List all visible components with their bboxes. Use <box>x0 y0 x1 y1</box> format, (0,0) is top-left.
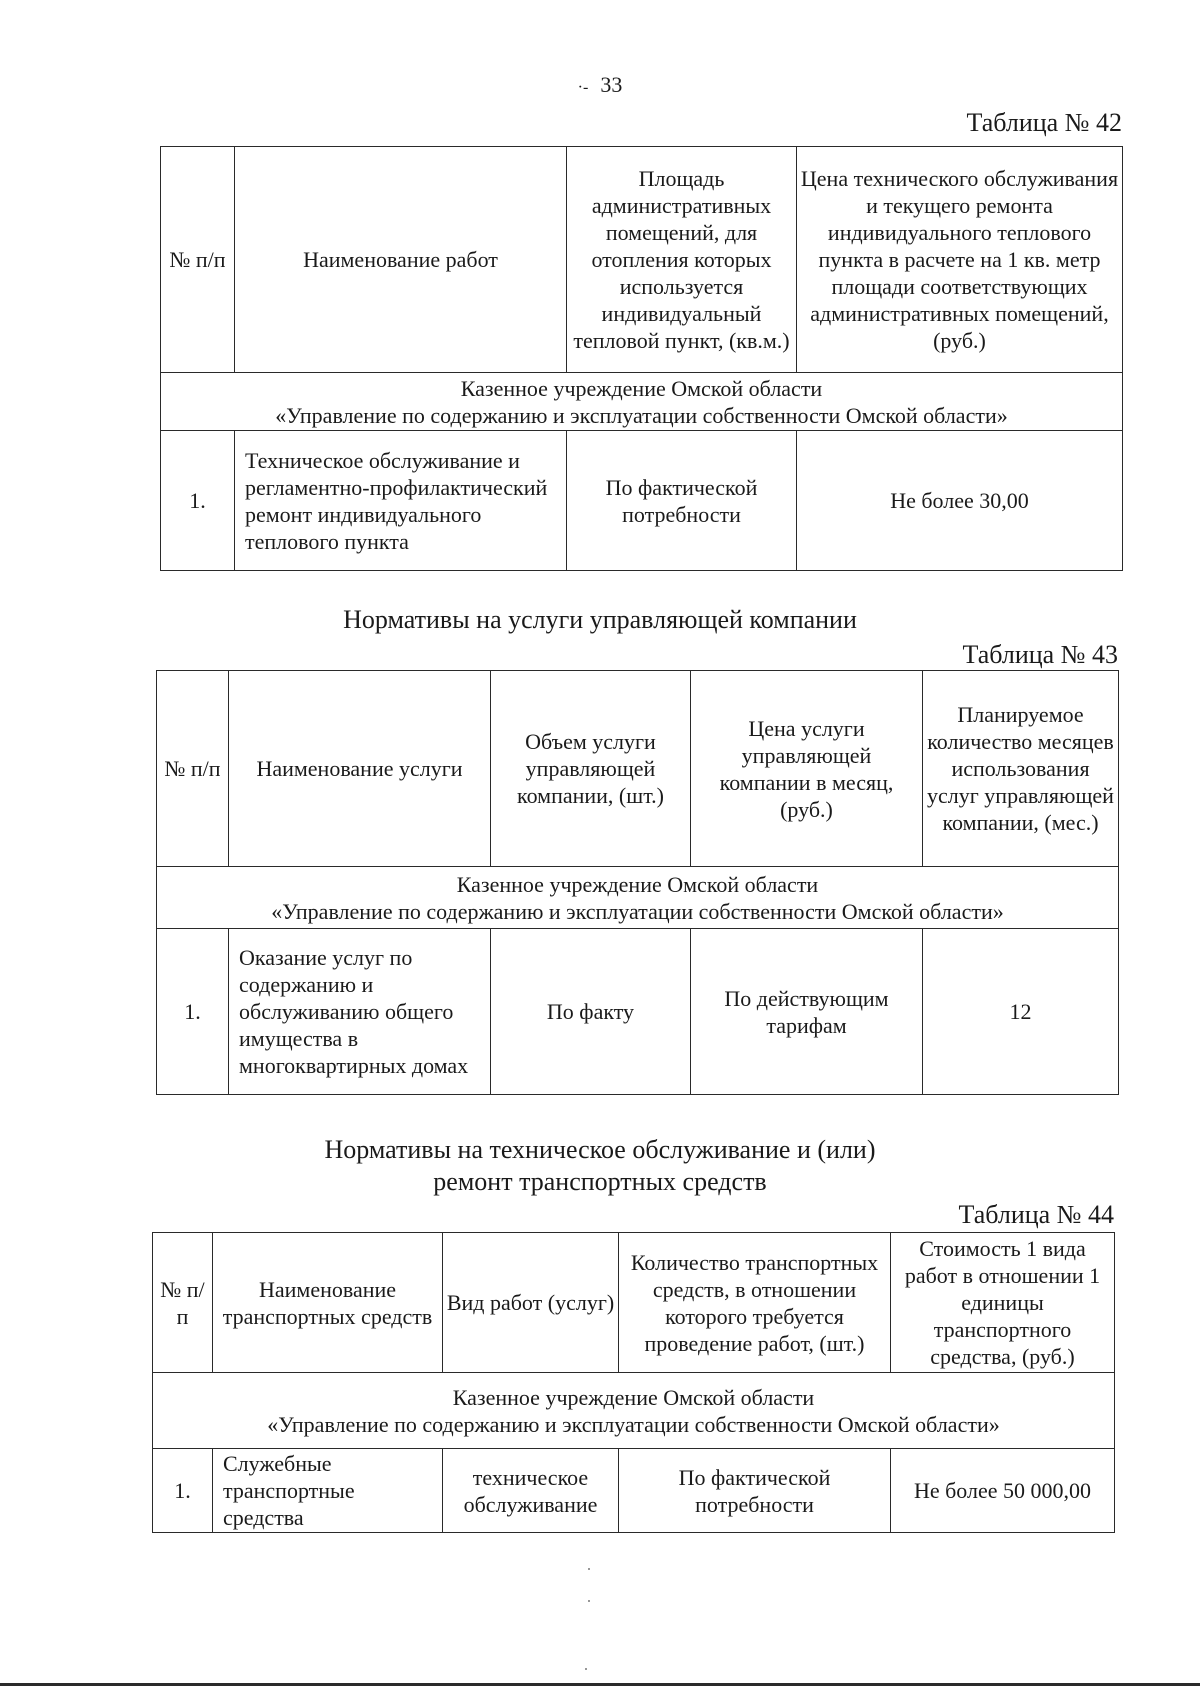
org-line-2: «Управление по содержанию и эксплуатации собственности Омской области» <box>267 1411 1000 1437</box>
table-row <box>161 431 1123 571</box>
row-name: Служебные транспортные средства <box>213 1449 443 1533</box>
header-num: № п/п <box>157 671 229 867</box>
header-name: Наименование транспортных средств <box>213 1233 443 1373</box>
row-work: техническое обслуживание <box>443 1449 619 1533</box>
table-43 <box>156 670 1119 1095</box>
table-43-heading-text: Нормативы на услуги управляющей компании <box>343 605 857 634</box>
row-price: Не более 30,00 <box>797 431 1123 571</box>
table-43-org-row <box>157 867 1119 929</box>
header-num: № п/п <box>161 147 235 373</box>
table-42-header-row <box>161 147 1123 373</box>
row-num: 1. <box>157 929 229 1095</box>
row-name: Техническое обслуживание и регламентно-профилактический ремонт индивидуального теплового пункта <box>235 431 567 571</box>
org-line-2: «Управление по содержанию и эксплуатации собственности Омской области» <box>271 898 1004 924</box>
scan-speck <box>588 1568 590 1570</box>
table-42-org-row <box>161 373 1123 431</box>
row-num: 1. <box>161 431 235 571</box>
org-line-1: Казенное учреждение Омской области <box>456 871 819 897</box>
scan-speck <box>585 1668 587 1670</box>
header-price: Цена услуги управляющей компании в месяц, (руб.) <box>691 671 923 867</box>
scan-edge-line <box>0 1683 1200 1686</box>
table-44-heading-line-2: ремонт транспортных средств <box>433 1167 767 1196</box>
table-43-header-row <box>157 671 1119 867</box>
table-44-heading-line-1: Нормативы на техническое обслуживание и (или) <box>324 1135 876 1164</box>
table-43-caption: Таблица № 43 <box>962 640 1118 669</box>
header-months: Планируемое количество месяцев использования услуг управляющей компании, (мес.) <box>923 671 1119 867</box>
header-volume: Объем услуги управляющей компании, (шт.) <box>491 671 691 867</box>
table-44 <box>152 1232 1115 1533</box>
table-row <box>157 929 1119 1095</box>
row-area: По фактической потребности <box>567 431 797 571</box>
header-price: Цена технического обслуживания и текущего ремонта индивидуального теплового пункта в расчете на 1 кв. метр площади соответствующих административных помещений, (руб.) <box>797 147 1123 373</box>
table-44-org-row <box>153 1373 1115 1449</box>
header-cost: Стоимость 1 вида работ в отношении 1 единицы транспортного средства, (руб.) <box>891 1233 1115 1373</box>
table-43-heading <box>0 604 1200 636</box>
row-name: Оказание услуг по содержанию и обслуживанию общего имущества в многоквартирных домах <box>229 929 491 1095</box>
table-42 <box>160 146 1123 571</box>
org-cell <box>157 867 1119 929</box>
header-work: Вид работ (услуг) <box>443 1233 619 1373</box>
page-number <box>0 72 1200 98</box>
row-volume: По факту <box>491 929 691 1095</box>
page-number-value: 33 <box>600 72 623 97</box>
row-price: По действующим тарифам <box>691 929 923 1095</box>
table-42-caption: Таблица № 42 <box>966 108 1122 137</box>
table-44-caption: Таблица № 44 <box>958 1200 1114 1229</box>
header-name: Наименование услуги <box>229 671 491 867</box>
header-num: № п/п <box>153 1233 213 1373</box>
org-line-2: «Управление по содержанию и эксплуатации собственности Омской области» <box>275 402 1008 428</box>
header-name: Наименование работ <box>235 147 567 373</box>
row-num: 1. <box>153 1449 213 1533</box>
header-qty: Количество транспортных средств, в отношении которого требуется проведение работ, (шт.) <box>619 1233 891 1373</box>
org-cell <box>161 373 1123 431</box>
header-area: Площадь административных помещений, для отопления которых используется индивидуальный тепловой пункт, (кв.м.) <box>567 147 797 373</box>
page-mark: ·- <box>577 79 589 96</box>
row-cost: Не более 50 000,00 <box>891 1449 1115 1533</box>
table-44-header-row <box>153 1233 1115 1373</box>
row-qty: По фактической потребности <box>619 1449 891 1533</box>
table-44-heading <box>0 1134 1200 1198</box>
org-cell <box>153 1373 1115 1449</box>
scan-speck <box>588 1600 590 1602</box>
row-months: 12 <box>923 929 1119 1095</box>
table-row <box>153 1449 1115 1533</box>
org-line-1: Казенное учреждение Омской области <box>452 1384 815 1410</box>
org-line-1: Казенное учреждение Омской области <box>460 375 823 401</box>
